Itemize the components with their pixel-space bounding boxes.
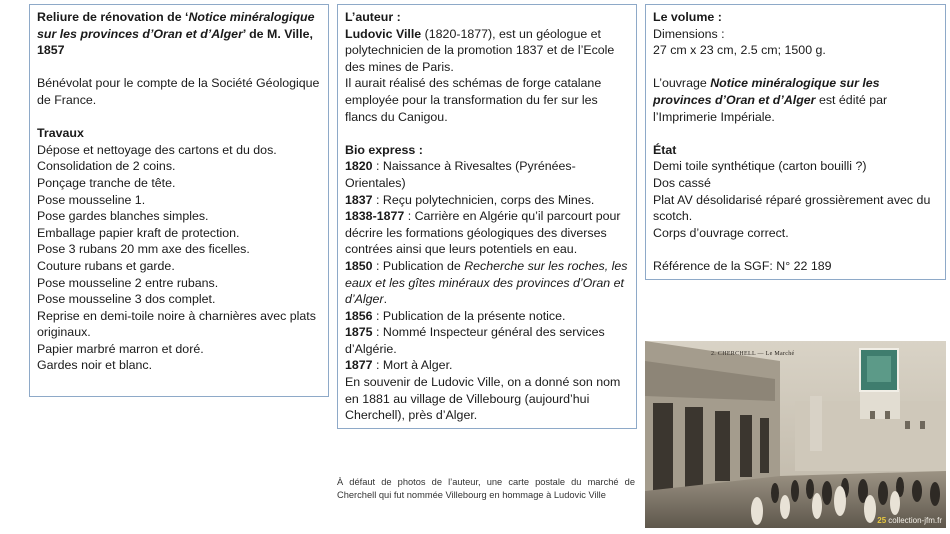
list-item: Gardes noir et blanc.: [37, 358, 153, 373]
bio-entry: 1856 : Publication de la présente notice.: [345, 308, 566, 323]
bio-entry: 1820 : Naissance à Rivesaltes (Pyrénées-Orientales): [345, 159, 576, 190]
bio-entry: 1837 : Reçu polytechnicien, corps des Mines.: [345, 192, 595, 207]
list-item: Pose mousseline 2 entre rubans.: [37, 275, 219, 290]
list-item: Pose mousseline 3 dos complet.: [37, 292, 216, 307]
restoration-panel: [29, 4, 329, 397]
list-item: Pose gardes blanches simples.: [37, 209, 209, 224]
etat-item: Corps d’ouvrage correct.: [653, 225, 789, 240]
postcard-illustration: [645, 341, 946, 528]
souvenir-text: En souvenir de Ludovic Ville, on a donné son nom en 1881 au village de Villebourg (aujourd’hui Cherchell), près d’Alger.: [345, 375, 621, 423]
list-item: Reprise en demi-toile noire à charnières avec plats originaux.: [37, 308, 316, 340]
restoration-title: Reliure de rénovation de ‘Notice minéralogique sur les provinces d’Oran et d’Alger’ de M. Ville, 1857: [37, 10, 315, 58]
bio-entry: 1875 : Nommé Inspecteur général des services d’Algérie.: [345, 325, 605, 356]
edition-text: L’ouvrage Notice minéralogique sur les provinces d’Oran et d’Alger est édité par l’Imprimerie Impériale.: [653, 76, 888, 124]
list-item: Papier marbré marron et doré.: [37, 341, 204, 356]
author-heading: L’auteur :: [345, 10, 401, 24]
etat-item: Plat AV désolidarisé réparé grossièrement avec du scotch.: [653, 192, 931, 224]
etat-item: Demi toile synthétique (carton bouilli ?): [653, 159, 867, 174]
list-item: Pose 3 rubans 20 mm axe des ficelles.: [37, 242, 250, 257]
page-badge: 25: [877, 516, 887, 525]
dimensions-label: Dimensions :: [653, 26, 725, 41]
volume-panel: [645, 4, 946, 280]
travaux-list: [37, 142, 321, 374]
postcard-photo: [645, 341, 946, 528]
volume-heading: Le volume :: [653, 10, 722, 24]
bio-entry: 1877 : Mort à Alger.: [345, 358, 453, 373]
author-intro: Ludovic Ville (1820-1877), est un géologue et polytechnicien de la promotion 1837 et de l’Ecole des mines de Paris.: [345, 26, 615, 74]
etat-item: Dos cassé: [653, 175, 711, 190]
author-forge: Il aurait réalisé des schémas de forge catalane employée pour la transformation du fer sur les flancs du Canigou.: [345, 76, 602, 124]
benevolat-text: Bénévolat pour le compte de la Société Géologique de France.: [37, 76, 320, 107]
watermark-credit: 25 collection-jfm.fr: [877, 516, 942, 525]
etat-heading: État: [653, 142, 677, 157]
travaux-heading: Travaux: [37, 126, 84, 141]
postcard-title: 2. CHERCHELL — Le Marché: [711, 351, 795, 357]
bio-entry: 1850 : Publication de Recherche sur les roches, les eaux et les gîtes minéraux des provinces d’Oran et d’Alger.: [345, 258, 628, 307]
bio-entry: 1838-1877 : Carrière en Algérie qu’il parcourt pour décrire les formations géologiques des diverses contrées ainsi que leurs potentiels en eau.: [345, 209, 621, 257]
bio-heading: Bio express :: [345, 142, 423, 157]
author-panel: [337, 4, 637, 429]
list-item: Emballage papier kraft de protection.: [37, 225, 240, 240]
list-item: Ponçage tranche de tête.: [37, 175, 176, 190]
list-item: Dépose et nettoyage des cartons et du dos.: [37, 142, 277, 157]
list-item: Consolidation de 2 coins.: [37, 159, 176, 174]
list-item: Pose mousseline 1.: [37, 192, 146, 207]
photo-caption: À défaut de photos de l’auteur, une carte postale du marché de Cherchell qui fut nommée Villebourg en hommage à Ludovic Ville: [337, 477, 635, 500]
list-item: Couture rubans et garde.: [37, 258, 175, 273]
sgf-reference: Référence de la SGF: N° 22 189: [653, 258, 832, 273]
dimensions-value: 27 cm x 23 cm, 2.5 cm; 1500 g.: [653, 43, 826, 58]
